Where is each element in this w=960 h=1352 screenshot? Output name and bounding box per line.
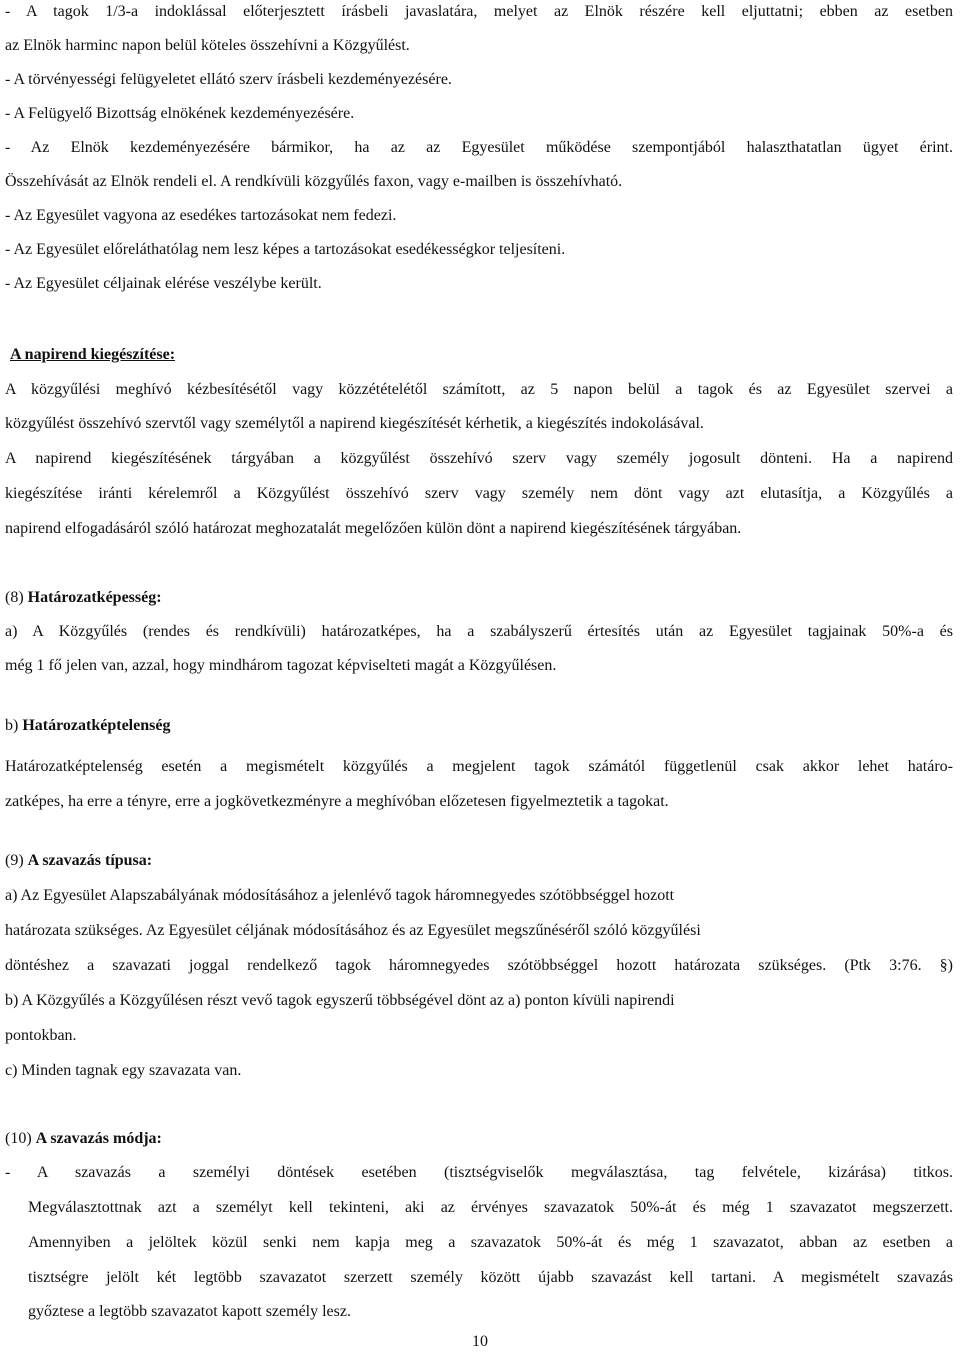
paragraph-line: zatképes, ha erre a tényre, erre a jogkövetkezményre a meghívóban előzetesen figyelmeztetik a tagokat.	[5, 793, 669, 810]
list-item: - A tagok 1/3-a indoklással előterjesztett írásbeli javaslatára, melyet az Elnök részére kell eljuttatni; ebben az esetben	[5, 3, 953, 20]
paragraph-line: Megválasztottnak azt a személyt kell tekinteni, aki az érvényes szavazatok 50%-át és még 1 szavazatot megszerzett.	[28, 1199, 953, 1216]
list-item: b) A Közgyűlés a Közgyűlésen részt vevő tagok egyszerű többségével dönt az a) ponton kívüli napirendi	[5, 992, 675, 1009]
paragraph-line: Amennyiben a jelöltek közül senki nem kapja meg a szavazatok 50%-át és még 1 szavazatot, abban az esetben a	[28, 1234, 953, 1251]
list-item: - Az Egyesület céljainak elérése veszélybe került.	[5, 275, 322, 292]
list-item: - A Felügyelő Bizottság elnökének kezdeményezésére.	[5, 105, 355, 122]
paragraph-line: közgyűlést összehívó szervtől vagy személytől a napirend kiegészítését kérhetik, a kiegészítés indokolásával.	[5, 415, 704, 432]
section-heading-9	[5, 851, 152, 871]
paragraph-line: napirend elfogadásáról szóló határozat meghozatalát megelőzően külön dönt a napirend kiegészítésének tárgyában.	[5, 520, 742, 537]
text-line: az Elnök harminc napon belül köteles összehívni a Közgyűlést.	[5, 37, 410, 54]
list-item: - A törvényességi felügyeletet ellátó szerv írásbeli kezdeményezésére.	[5, 71, 452, 88]
section-number: (8)	[5, 589, 28, 606]
paragraph-line: tisztségre jelölt két legtöbb szavazatot szerzett személy között újabb szavazást kell tartani. A megismételt szavazás	[28, 1269, 953, 1286]
list-item: - Az Egyesület vagyona az esedékes tartozásokat nem fedezi.	[5, 207, 397, 224]
section-title: A szavazás módja:	[35, 1130, 162, 1147]
subsection-title: Határozatképtelenség	[22, 717, 171, 734]
section-number: (10)	[5, 1130, 36, 1147]
subsection-number: b)	[5, 717, 23, 734]
list-item: a) Az Egyesület Alapszabályának módosításához a jelenlévő tagok háromnegyedes szótöbbséggel hozott	[5, 887, 675, 904]
page-number: 10	[472, 1333, 488, 1350]
section-number: (9)	[5, 852, 28, 869]
paragraph-line: Határozatképtelenség esetén a megismételt közgyűlés a megjelent tagok számától függetlenül csak akkor lehet határo-	[5, 758, 953, 775]
paragraph-line: még 1 fő jelen van, azzal, hogy mindhárom tagozat képviselteti magát a Közgyűlésen.	[5, 657, 557, 674]
paragraph-line: A napirend kiegészítésének tárgyában a közgyűlést összehívó szerv vagy személy jogosult dönteni. Ha a napirend	[5, 450, 953, 467]
section-heading-8	[5, 588, 162, 608]
paragraph-line: döntéshez a szavazati joggal rendelkező tagok háromnegyedes szótöbbséggel hozott határozata szükséges. (Ptk 3:76. §)	[5, 957, 953, 974]
paragraph-line: győztese a legtöbb szavazatot kapott személy lesz.	[28, 1303, 351, 1320]
subsection-heading-b	[5, 716, 170, 736]
list-item: - Az Elnök kezdeményezésére bármikor, ha az az Egyesület működése szempontjából halaszthatatlan ügyet érint.	[5, 139, 953, 156]
section-title: Határozatképesség:	[27, 589, 162, 606]
section-title: A szavazás típusa:	[27, 852, 153, 869]
list-item: c) Minden tagnak egy szavazata van.	[5, 1062, 242, 1079]
paragraph-line: a) A Közgyűlés (rendes és rendkívüli) határozatképes, ha a szabályszerű értesítés után az Egyesület tagjainak 50%-a és	[5, 623, 953, 640]
paragraph-line: kiegészítése iránti kérelemről a Közgyűlést összehívó szerv vagy személy nem dönt vagy azt elutasítja, a Közgyűlés a	[5, 485, 953, 502]
list-item: - Az Egyesület előreláthatólag nem lesz képes a tartozásokat esedékességkor teljesíteni.	[5, 241, 566, 258]
paragraph-line: pontokban.	[5, 1027, 77, 1044]
list-item: - A szavazás a személyi döntések esetében (tisztségviselők megválasztása, tag felvétele, kizárása) titkos.	[5, 1164, 953, 1181]
section-heading-10	[5, 1129, 162, 1149]
paragraph-line: határozata szükséges. Az Egyesület céljának módosításához és az Egyesület megszűnéséről szóló közgyűlési	[5, 922, 701, 939]
text-line: Összehívását az Elnök rendeli el. A rendkívüli közgyűlés faxon, vagy e-mailben is összehívható.	[5, 173, 623, 190]
section-heading-napirend: A napirend kiegészítése:	[10, 346, 176, 363]
paragraph-line: A közgyűlési meghívó kézbesítésétől vagy közzétételétől számított, az 5 napon belül a tagok és az Egyesület szervei a	[5, 381, 953, 398]
